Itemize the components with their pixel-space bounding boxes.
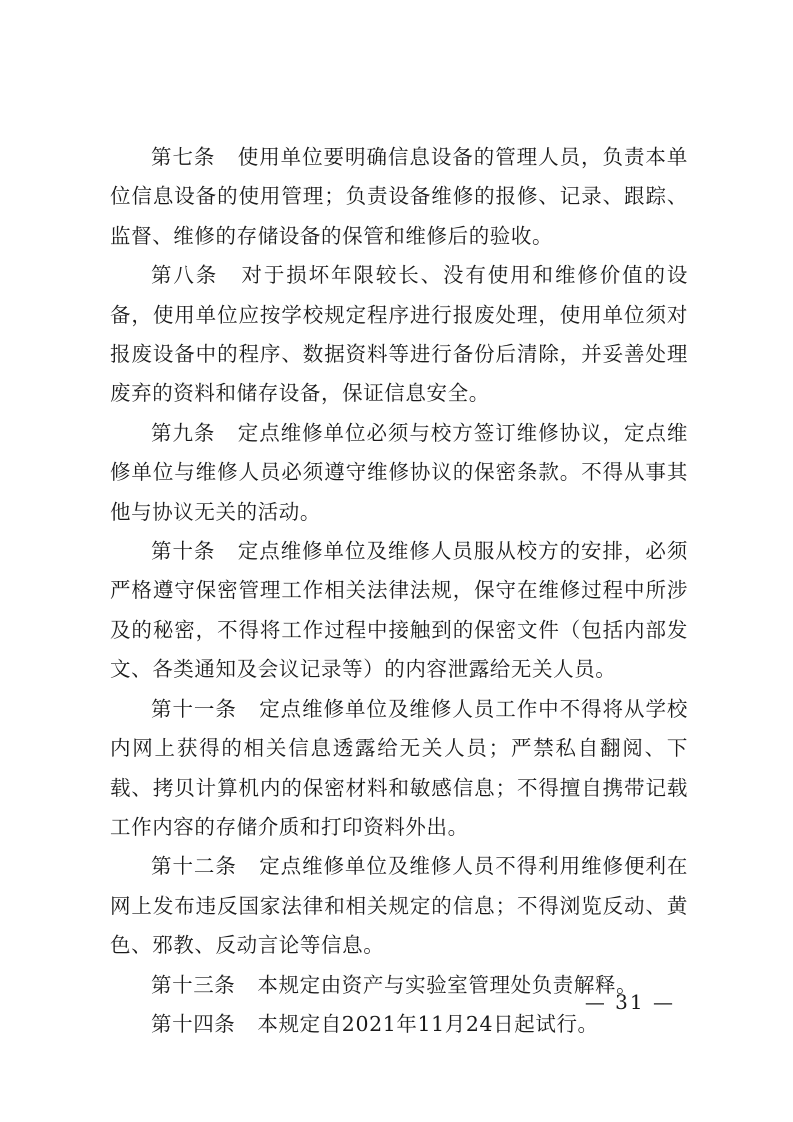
article-text: 定点维修单位必须与校方签订维修协议，定点维修单位与维修人员必须遵守维修协议的保密条款。不得从事其他与协议无关的活动。 (110, 420, 688, 524)
article-text: 定点维修单位及维修人员不得利用维修便利在网上发布违反国家法律和相关规定的信息；不得浏览反动、黄色、邪教、反动言论等信息。 (110, 854, 689, 958)
article-11 (110, 690, 688, 848)
article-number: 第九条 (151, 420, 216, 445)
article-number: 第八条 (151, 263, 219, 288)
article-number: 第十四条 (151, 1011, 236, 1036)
article-number: 第十一条 (151, 696, 237, 721)
article-text: 定点维修单位及维修人员工作中不得将从学校内网上获得的相关信息透露给无关人员；严禁私自翻阅、下载、拷贝计算机内的保密材料和敏感信息；不得擅自携带记载工作内容的存储介质和打印资料外出。 (110, 696, 689, 839)
article-text: 本规定自2021年11月24日起试行。 (257, 1011, 599, 1036)
article-text: 本规定由资产与实验室管理处负责解释。 (257, 972, 638, 997)
article-number: 第十二条 (151, 854, 237, 879)
article-number: 第十条 (151, 539, 216, 564)
article-text: 使用单位要明确信息设备的管理人员，负责本单位信息设备的使用管理；负责设备维修的报修、记录、跟踪、监督、维修的存储设备的保管和维修后的验收。 (110, 145, 688, 248)
article-12 (110, 847, 688, 965)
document-body (110, 138, 688, 1044)
page-number: — 31 — (584, 990, 675, 1014)
article-text: 对于损坏年限较长、没有使用和维修价值的设备，使用单位应按学校规定程序进行报废处理，使用单位须对报废设备中的程序、数据资料等进行备份后清除，并妥善处理废弃的资料和储存设备，保证信息安全。 (110, 263, 689, 406)
article-10 (110, 532, 688, 690)
article-9 (110, 414, 688, 532)
article-number: 第七条 (151, 145, 216, 169)
article-7 (110, 138, 688, 256)
article-text: 定点维修单位及维修人员服从校方的安排，必须严格遵守保密管理工作相关法律法规，保守在维修过程中所涉及的秘密，不得将工作过程中接触到的保密文件（包括内部发文、各类通知及会议记录等）的内容泄露给无关人员。 (110, 539, 688, 682)
article-number: 第十三条 (151, 972, 236, 997)
article-8 (110, 256, 688, 414)
